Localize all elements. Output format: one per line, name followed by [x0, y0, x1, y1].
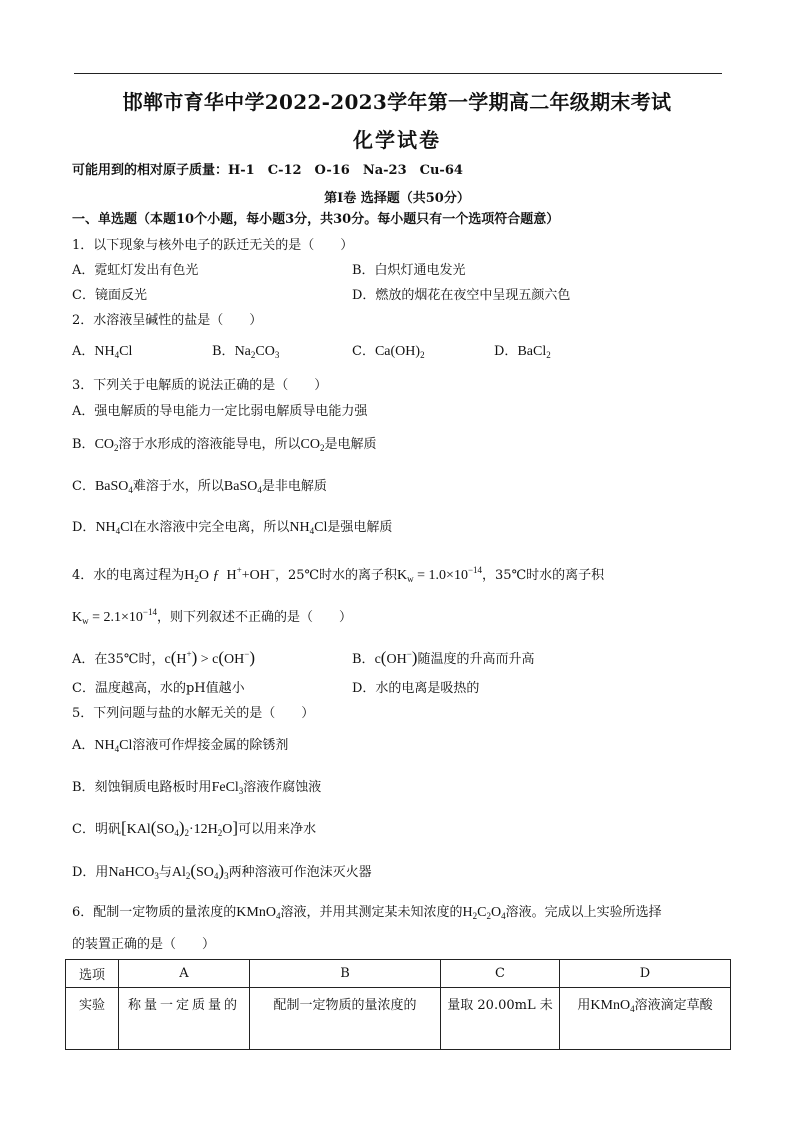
part1-title: 第Ⅰ卷 选择题（共50分） — [324, 191, 470, 206]
table-cell: 配制一定物质的量浓度的 — [250, 988, 441, 1050]
q6-stem: 6．配制一定物质的量浓度的KMnO$_4$溶液，并用其测定某未知浓度的$H_2C_2O_4$溶液。完成以上实验所选择 — [72, 905, 662, 921]
q3-stem: 3．下列关于电解质的说法正确的是（ ） — [72, 378, 328, 393]
q1-option-b: B．白炽灯通电发光 — [352, 263, 466, 278]
table-header-cell: D — [560, 960, 731, 988]
q1-option-c: C．镜面反光 — [72, 288, 147, 303]
q3-option-a: A．强电解质的导电能力一定比弱电解质导电能力强 — [72, 404, 368, 419]
q2-stem: 2．水溶液呈碱性的盐是（ ） — [72, 313, 263, 328]
q2-option-c: C．$Ca(OH)_2$ — [352, 344, 425, 360]
q5-option-c: C．明矾$[KAl(SO_4)_2\cdot 12H_2O]$可以用来净水 — [72, 818, 317, 838]
q5-stem: 5．下列问题与盐的水解无关的是（ ） — [72, 706, 315, 721]
q6-stem-cont: 的装置正确的是（ ） — [72, 937, 216, 952]
q2-option-a: A．$NH_4Cl$ — [72, 344, 133, 360]
table-header-cell: C — [441, 960, 560, 988]
q1-stem: 1．以下现象与核外电子的跃迁无关的是（ ） — [72, 238, 354, 253]
q4-option-c: C．温度越高，水的pH值越小 — [72, 681, 245, 696]
q2-option-d: D．BaCl$_2$ — [494, 344, 551, 360]
q6-options-table — [65, 959, 731, 1050]
q1-option-d: D．燃放的烟花在夜空中呈现五颜六色 — [352, 288, 571, 303]
exam-subtitle: 化学试卷 — [353, 128, 441, 152]
exam-title: 邯郸市育华中学2022-2023学年第一学期高二年级期末考试 — [122, 90, 672, 114]
q5-option-b: B．刻蚀铜质电路板时用FeCl$_3$溶液作腐蚀液 — [72, 780, 322, 796]
table-cell: 量取 20.00mL 未 — [441, 988, 560, 1050]
q2-option-b: B．$Na_2CO_3$ — [212, 344, 280, 360]
q1-option-a: A．霓虹灯发出有色光 — [72, 263, 199, 278]
section1-heading: 一、单选题（本题10个小题，每小题3分，共30分。每小题只有一个选项符合题意） — [72, 212, 560, 227]
table-row-label: 实验 — [66, 988, 119, 1050]
table-row — [66, 988, 731, 1050]
atomic-masses: 可能用到的相对原子质量：H-1 C-12 O-16 Na-23 Cu-64 — [72, 163, 463, 178]
q4-option-a: A．在35℃时，c(H+) > c(OH−) — [72, 648, 256, 667]
table-header-cell: B — [250, 960, 441, 988]
q5-option-a: A．$NH_4Cl$溶液可作焊接金属的除锈剂 — [72, 738, 289, 754]
q3-option-d: D．$NH_4Cl$在水溶液中完全电离，所以$NH_4Cl$是强电解质 — [72, 520, 393, 536]
table-header-row — [66, 960, 731, 988]
q5-option-d: D．用NaHCO$_3$与$Al_2(SO_4)_3$两种溶液可作泡沫灭火器 — [72, 861, 372, 881]
table-cell: 用KMnO$_4$溶液滴定草酸 — [560, 988, 731, 1050]
q3-option-b: B．$CO_2$溶于水形成的溶液能导电，所以$CO_2$是电解质 — [72, 437, 377, 453]
q4-stem: 4．水的电离过程为$H_2O$ ƒ H++OH−，25℃时水的离子积$K_w = 1.0\times 10^{-14}$，35℃时水的离子积 — [72, 565, 605, 584]
top-rule — [74, 73, 722, 74]
table-cell: 称量一定质量的 — [119, 988, 250, 1050]
q4-option-b: B．c(OH−)随温度的升高而升高 — [352, 648, 535, 667]
q3-option-c: C．BaSO$_4$难溶于水，所以BaSO$_4$是非电解质 — [72, 479, 327, 495]
table-header-cell: A — [119, 960, 250, 988]
q4-option-d: D．水的电离是吸热的 — [352, 681, 480, 696]
q4-stem-cont: $K_w = 2.1\times 10^{-14}$，则下列叙述不正确的是（ ） — [72, 607, 353, 626]
table-header-cell: 选项 — [66, 960, 119, 988]
